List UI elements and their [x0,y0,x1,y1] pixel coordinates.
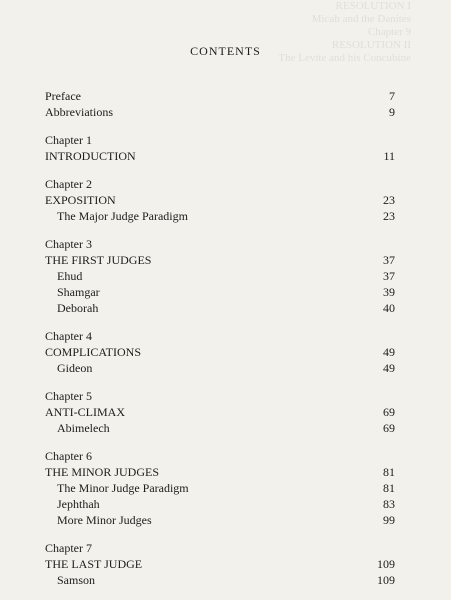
toc-entry-label: The Minor Judge Paradigm [57,481,189,495]
toc-entry-page: 109 [377,573,395,587]
toc-entry-page: 69 [383,405,395,419]
toc-entry-label: Abimelech [57,421,110,435]
toc-entry [45,420,395,436]
toc-group [45,236,395,316]
toc-entry-page: 69 [383,421,395,435]
toc-entry-page: 23 [383,193,395,207]
toc-entry [45,236,395,252]
toc-entry-label: INTRODUCTION [45,149,136,163]
toc-entry [45,464,395,480]
toc-entry [45,572,395,588]
toc-entry-label: EXPOSITION [45,193,116,207]
toc-entry-label: THE LAST JUDGE [45,557,143,571]
toc-entry-label: Chapter 2 [45,177,92,191]
toc-entry [45,556,395,572]
toc-entry-page: 9 [389,105,395,119]
toc-entry-label: ANTI-CLIMAX [45,405,125,419]
toc-entry-label: Shamgar [57,285,100,299]
toc-entry-page: 40 [383,301,395,315]
toc-group [45,88,395,120]
bleed-line: Micah and the Danites [311,13,411,25]
bleed-line: Chapter 9 [367,26,411,38]
toc-group [45,540,395,588]
toc-entry-label: The Major Judge Paradigm [57,209,188,223]
toc-entry [45,360,395,376]
toc-entry-page: 7 [389,89,395,103]
toc-entry [45,496,395,512]
toc-entry-label: Chapter 3 [45,237,92,251]
toc-group [45,448,395,528]
toc-entry [45,132,395,148]
toc-entry-page: 11 [383,149,395,163]
toc-entry-label: Chapter 5 [45,389,92,403]
toc-entry-page: 83 [383,497,395,511]
toc-entry-label: Samson [57,573,96,587]
bleed-line: RESOLUTION I [335,0,411,12]
toc-entry [45,404,395,420]
toc-entry-label: THE MINOR JUDGES [45,465,159,479]
toc-entry-label: COMPLICATIONS [45,345,142,359]
toc-entry [45,328,395,344]
bleed-line: RESOLUTION II [331,39,411,51]
toc-entry [45,88,395,104]
toc-entry-page: 23 [383,209,395,223]
toc-entry-page: 81 [383,465,395,479]
toc-group [45,328,395,376]
toc-entry-page: 37 [383,269,395,283]
toc-entry [45,268,395,284]
toc-entry-label: More Minor Judges [57,513,152,527]
toc-entry-label: Gideon [57,361,93,375]
toc-entry [45,148,395,164]
toc-entry [45,252,395,268]
toc-entry [45,512,395,528]
bleed-line: The Levite and his Concubine [278,52,411,64]
toc-entry-label: Chapter 1 [45,133,92,147]
toc-entry [45,388,395,404]
toc-entry [45,176,395,192]
toc-entry [45,300,395,316]
toc-entry-label: Preface [45,89,81,103]
toc-entry-page: 99 [383,513,395,527]
toc-entry-label: Ehud [57,269,83,283]
toc-entry-page: 49 [383,361,395,375]
toc-entry-page: 81 [383,481,395,495]
toc-entry [45,540,395,556]
table-of-contents [45,88,395,600]
toc-entry [45,208,395,224]
toc-entry-label: THE FIRST JUDGES [45,253,152,267]
toc-entry-label: Chapter 7 [45,541,92,555]
toc-entry-label: Chapter 4 [45,329,92,343]
toc-entry-label: Jephthah [57,497,100,511]
toc-entry-label: Abbreviations [45,105,113,119]
toc-entry-page: 39 [383,285,395,299]
toc-entry [45,192,395,208]
toc-entry [45,344,395,360]
toc-entry-label: Deborah [57,301,99,315]
toc-entry [45,284,395,300]
toc-entry [45,448,395,464]
toc-group [45,132,395,164]
toc-entry-page: 37 [383,253,395,267]
toc-entry-label: Chapter 6 [45,449,92,463]
page-title: CONTENTS [190,44,261,58]
toc-entry [45,480,395,496]
toc-group [45,388,395,436]
toc-entry [45,104,395,120]
toc-group [45,176,395,224]
toc-entry-page: 49 [383,345,395,359]
toc-entry-page: 109 [377,557,395,571]
